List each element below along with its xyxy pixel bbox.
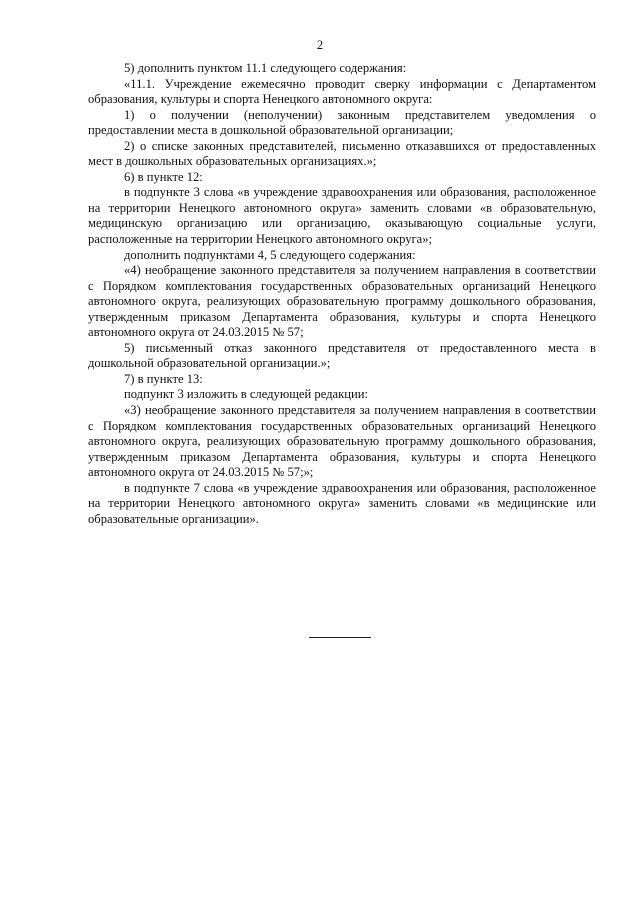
paragraph-clause-11-1-item-1: 1) о получении (неполучении) законным представителем уведомления о предоставлении места в дошкольной образовательной организации;	[88, 107, 596, 138]
document-body	[88, 61, 596, 527]
paragraph-amendment-5: 5) дополнить пунктом 11.1 следующего содержания:	[124, 61, 407, 75]
paragraph-clause-12-add-subclauses: дополнить подпунктами 4, 5 следующего содержания:	[124, 247, 416, 262]
page-number: 2	[316, 38, 324, 52]
end-separator-line	[309, 637, 371, 638]
paragraph-clause-12-subclause-5: 5) письменный отказ законного представителя от предоставленного места в дошкольной образовательной организации.»;	[88, 340, 596, 371]
paragraph-clause-13-subclause-3: «3) необращение законного представителя за получением направления в соответствии с Порядком комплектования государственных образовательных организаций Ненецкого автономного округа, реализующих образовательную программу дошкольного образования, утвержденным приказом Департамента образования, культуры и спорта Ненецкого автономного округа от 24.03.2015 № 57;»;	[88, 403, 596, 480]
paragraph-clause-11-1-item-2: 2) о списке законных представителей, письменно отказавшихся от предоставленных мест в дошкольных образовательных организациях.»;	[88, 138, 596, 169]
paragraph-clause-13-subclause-7: в подпункте 7 слова «в учреждение здравоохранения или образования, расположенное на территории Ненецкого автономного округа» заменить словами «в медицинские или образовательные организации».	[88, 480, 596, 526]
paragraph-amendment-6: 6) в пункте 12:	[124, 169, 203, 184]
paragraph-clause-12-subclause-3: в подпункте 3 слова «в учреждение здравоохранения или образования, расположенное на территории Ненецкого автономного округа» заменить словами «в образовательную, медицинскую организацию или организацию, оказывающую социальные услуги, расположенные на территории Ненецкого автономного округа»;	[88, 185, 596, 247]
paragraph-amendment-7: 7) в пункте 13:	[124, 371, 203, 386]
paragraph-clause-11-1: «11.1. Учреждение ежемесячно проводит сверку информации с Департаментом образования, культуры и спорта Ненецкого автономного округа:	[88, 76, 596, 107]
paragraph-clause-13-subclause-3-intro: подпункт 3 изложить в следующей редакции:	[124, 387, 368, 402]
paragraph-clause-12-subclause-4: «4) необращение законного представителя за получением направления в соответствии с Порядком комплектования государственных образовательных организаций Ненецкого автономного округа, реализующих образовательную программу дошкольного образования, утвержденным приказом Департамента образования, культуры и спорта Ненецкого автономного округа от 24.03.2015 № 57;	[88, 263, 596, 340]
